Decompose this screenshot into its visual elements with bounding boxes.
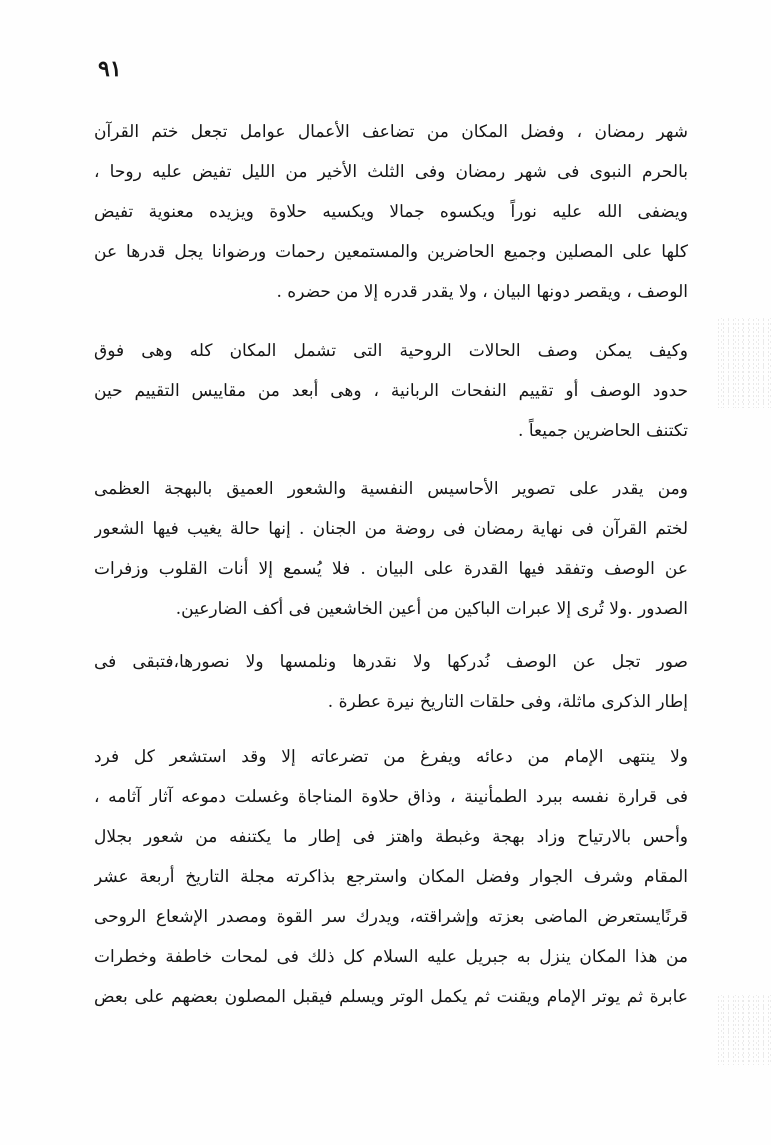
- text-line: ويضفى الله عليه نوراً ويكسوه جمالا ويكسيه حلاوة ويزيده معنوية تفيض: [94, 202, 688, 222]
- page-number: ٩١: [98, 56, 122, 82]
- text-line: المقام وشرف الجوار وفضل المكان واسترجع بذاكرته مجلة التاريخ أربعة عشر: [94, 867, 688, 887]
- text-line: ومن يقدر على تصوير الأحاسيس النفسية والشعور العميق بالبهجة العظمى: [94, 479, 688, 499]
- text-line: من هذا المكان ينزل به جبريل عليه السلام كل ذلك فى لمحات خاطفة وخطرات: [94, 947, 688, 967]
- paragraph-3: [94, 469, 688, 629]
- text-line: تكتنف الحاضرين جميعاً .: [518, 421, 688, 441]
- scan-noise: [716, 995, 771, 1065]
- paragraph-4: [94, 642, 688, 722]
- scan-noise: [716, 318, 771, 408]
- paragraph-2: [94, 331, 688, 451]
- text-line: لختم القرآن فى نهاية رمضان فى روضة من الجنان . إنها حالة يغيب فيها الشعور: [94, 519, 688, 539]
- paragraph-1: [94, 112, 688, 312]
- text-line: شهر رمضان ، وفضل المكان من تضاعف الأعمال عوامل تجعل ختم القرآن: [94, 122, 688, 142]
- text-line: حدود الوصف أو تقييم النفحات الربانية ، وهى أبعد من مقاييس التقييم حين: [94, 381, 688, 401]
- text-line: إطار الذكرى ماثلة، وفى حلقات التاريخ نيرة عطرة .: [327, 692, 688, 712]
- text-line: الوصف ، ويقصر دونها البيان ، ولا يقدر قدره إلا من حضره .: [276, 282, 688, 302]
- text-line: كلها على المصلين وجميع الحاضرين والمستمعين رحمات ورضوانا يجل قدرها عن: [94, 242, 688, 262]
- text-line: صور تجل عن الوصف نُدركها ولا نقدرها ونلمسها ولا نصورها،فتبقى فى: [94, 652, 688, 672]
- text-line: بالحرم النبوى فى شهر رمضان وفى الثلث الأخير من الليل تفيض عليه روحا ،: [94, 162, 688, 182]
- text-line: عن الوصف وتفقد فيها القدرة على البيان . فلا يُسمع إلا أنات القلوب وزفرات: [94, 559, 688, 579]
- text-line: وكيف يمكن وصف الحالات الروحية التى تشمل المكان كله وهى فوق: [94, 341, 688, 361]
- text-line: الصدور .ولا تُرى إلا عبرات الباكين من أعين الخاشعين فى أكف الضارعين.: [175, 599, 688, 619]
- text-line: وأحس بالارتياح وزاد بهجة وغبطة واهتز فى إطار ما يكتنفه من شعور بجلال: [94, 827, 688, 847]
- text-line: قرنًايستعرض الماضى بعزته وإشراقته، ويدرك سر القوة ومصدر الإشعاع الروحى: [94, 907, 688, 927]
- paragraph-5: [94, 737, 688, 1017]
- text-line: فى قرارة نفسه ببرد الطمأنينة ، وذاق حلاوة المناجاة وغسلت دموعه آثار آثامه ،: [94, 787, 688, 807]
- text-line: عابرة ثم يوتر الإمام ويقنت ثم يكمل الوتر ويسلم فيقبل المصلون بعضهم على بعض: [94, 987, 688, 1007]
- text-line: ولا ينتهى الإمام من دعائه ويفرغ من تضرعاته إلا وقد استشعر كل فرد: [94, 747, 688, 767]
